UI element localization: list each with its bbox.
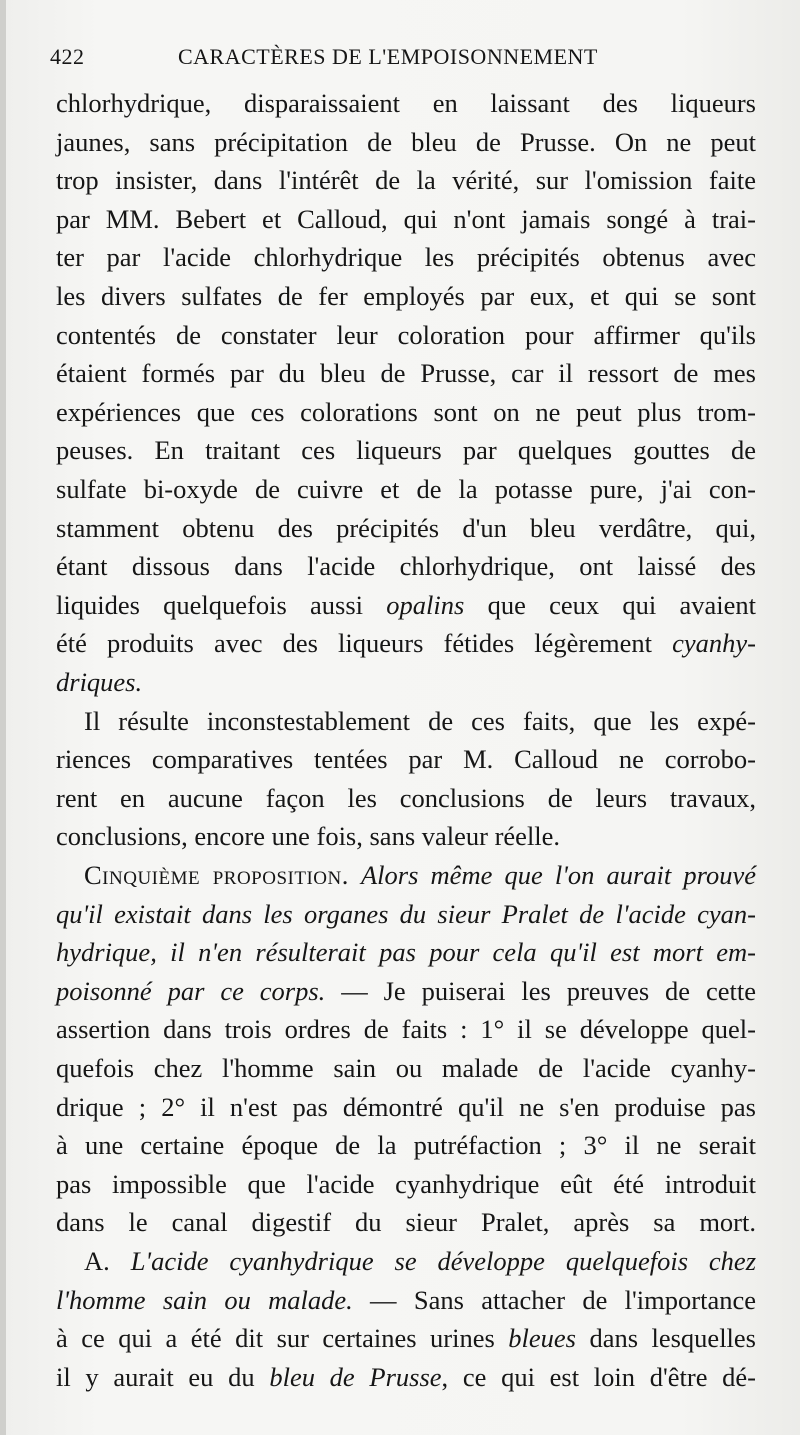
text-line xyxy=(84,702,756,740)
text-line xyxy=(56,1126,756,1164)
text-line xyxy=(56,509,756,547)
text-line xyxy=(56,1203,756,1241)
text-segment: bleues xyxy=(508,1323,576,1354)
text-line xyxy=(56,895,756,933)
text-segment: trop insister, dans l'intérêt de la vérité, sur l'omission faite xyxy=(56,165,756,196)
text-segment: hydrique, il n'en résulterait pas pour cela qu'il est mort em- xyxy=(56,937,756,968)
text-line xyxy=(56,470,756,508)
text-segment: riences comparatives tentées par M. Calloud ne corrobo- xyxy=(56,744,756,775)
text-line xyxy=(56,1049,756,1087)
text-line xyxy=(56,624,756,662)
text-segment: — Je puiserai les preuves de cette xyxy=(325,975,756,1006)
text-line xyxy=(56,972,756,1010)
text-segment: il y aurait eu du xyxy=(56,1361,270,1392)
text-segment: Il résulte inconstestablement de ces faits, que les expé- xyxy=(84,705,756,736)
text-line xyxy=(56,817,756,855)
text-segment: — Sans attacher de l'importance xyxy=(352,1284,756,1315)
text-segment: à une certaine époque de la putréfaction ; 3° il ne serait xyxy=(56,1130,756,1161)
text-segment: étaient formés par du bleu de Prusse, car il ressort de mes xyxy=(56,358,756,389)
running-head-title: CARACTÈRES DE L'EMPOISONNEMENT xyxy=(178,44,598,69)
text-segment: l'homme sain ou malade. xyxy=(56,1284,353,1315)
text-segment: dans lesquelles xyxy=(575,1323,756,1354)
text-segment: , ce qui est loin d'être dé- xyxy=(441,1361,757,1392)
text-line xyxy=(56,200,756,238)
text-line xyxy=(56,354,756,392)
text-segment: liquides quelquefois aussi xyxy=(56,589,387,620)
text-line xyxy=(56,1358,756,1396)
text-segment: bleu de Prusse xyxy=(269,1361,442,1392)
text-line xyxy=(56,586,756,624)
text-segment xyxy=(349,860,361,890)
text-line xyxy=(56,123,756,161)
text-segment: par MM. Bebert et Calloud, qui n'ont jamais songé à trai- xyxy=(56,203,756,234)
text-segment: conclusions, encore une fois, sans valeur réelle. xyxy=(56,821,561,852)
text-segment: chlorhydrique, disparaissaient en laissant des liqueurs xyxy=(56,88,756,118)
text-segment: poisonné par ce corps. xyxy=(56,975,326,1006)
text-line xyxy=(56,1281,756,1319)
text-line xyxy=(56,663,756,701)
text-line xyxy=(56,740,756,778)
text-line xyxy=(56,161,756,199)
text-line xyxy=(56,1010,756,1048)
text-line xyxy=(56,393,756,431)
text-segment: opalins xyxy=(386,589,465,620)
text-segment: contentés de constater leur coloration pour affirmer qu'ils xyxy=(56,319,756,350)
text-segment: les divers sulfates de fer employés par eux, et qui se sont xyxy=(56,281,756,311)
text-segment: stamment obtenu des précipités d'un bleu verdâtre, qui, xyxy=(56,512,756,543)
text-segment: jaunes, sans précipitation de bleu de Prusse. On ne peut xyxy=(56,126,756,157)
text-segment: cyanhy- xyxy=(672,628,756,659)
text-line xyxy=(56,431,756,469)
text-line xyxy=(56,933,756,971)
text-line xyxy=(56,238,756,276)
text-line xyxy=(56,547,756,585)
text-segment: que ceux qui avaient xyxy=(464,589,756,620)
text-line xyxy=(84,856,756,894)
page-number: 422 xyxy=(50,44,85,69)
text-segment: qu'il existait dans les organes du sieur Pralet de l'acide cyan- xyxy=(56,898,756,929)
text-segment: ter par l'acide chlorhydrique les précipités obtenus avec xyxy=(56,242,756,273)
text-line xyxy=(56,84,756,122)
text-segment: dans le canal digestif du sieur Pralet, après sa mort. xyxy=(56,1207,756,1238)
text-segment: Alors même que l'on aurait prouvé xyxy=(361,860,756,890)
text-segment: driques. xyxy=(56,667,143,697)
text-segment: peuses. En traitant ces liqueurs par quelques gouttes de xyxy=(56,435,756,466)
text-segment: L'acide cyanhydrique se développe quelquefois chez xyxy=(130,1246,757,1276)
text-segment: étant dissous dans l'acide chlorhydrique, ont laissé des xyxy=(56,551,756,582)
text-segment: Cinquième proposition. xyxy=(84,860,349,890)
text-segment: sulfate bi-oxyde de cuivre et de la potasse pure, j'ai con- xyxy=(56,474,756,504)
text-line xyxy=(56,1319,756,1357)
text-segment: été produits avec des liqueurs fétides légèrement xyxy=(56,628,673,659)
text-segment: A. xyxy=(84,1246,131,1276)
text-segment: expériences que ces colorations sont on ne peut plus trom- xyxy=(56,396,756,427)
text-segment: quefois chez l'homme sain ou malade de l'acide cyanhy- xyxy=(56,1053,756,1083)
text-line xyxy=(56,277,756,315)
text-segment: pas impossible que l'acide cyanhydrique eût été introduit xyxy=(56,1168,756,1199)
text-segment: assertion dans trois ordres de faits : 1° il se développe quel- xyxy=(56,1014,756,1045)
text-segment: drique ; 2° il n'est pas démontré qu'il ne s'en produise pas xyxy=(56,1091,756,1122)
text-line xyxy=(84,1242,756,1280)
running-header xyxy=(50,40,770,80)
text-segment: à ce qui a été dit sur certaines urines xyxy=(56,1323,509,1354)
text-line xyxy=(56,1165,756,1203)
text-line xyxy=(56,779,756,817)
text-line xyxy=(56,1088,756,1126)
text-line xyxy=(56,316,756,354)
text-segment: rent en aucune façon les conclusions de leurs travaux, xyxy=(56,782,756,813)
